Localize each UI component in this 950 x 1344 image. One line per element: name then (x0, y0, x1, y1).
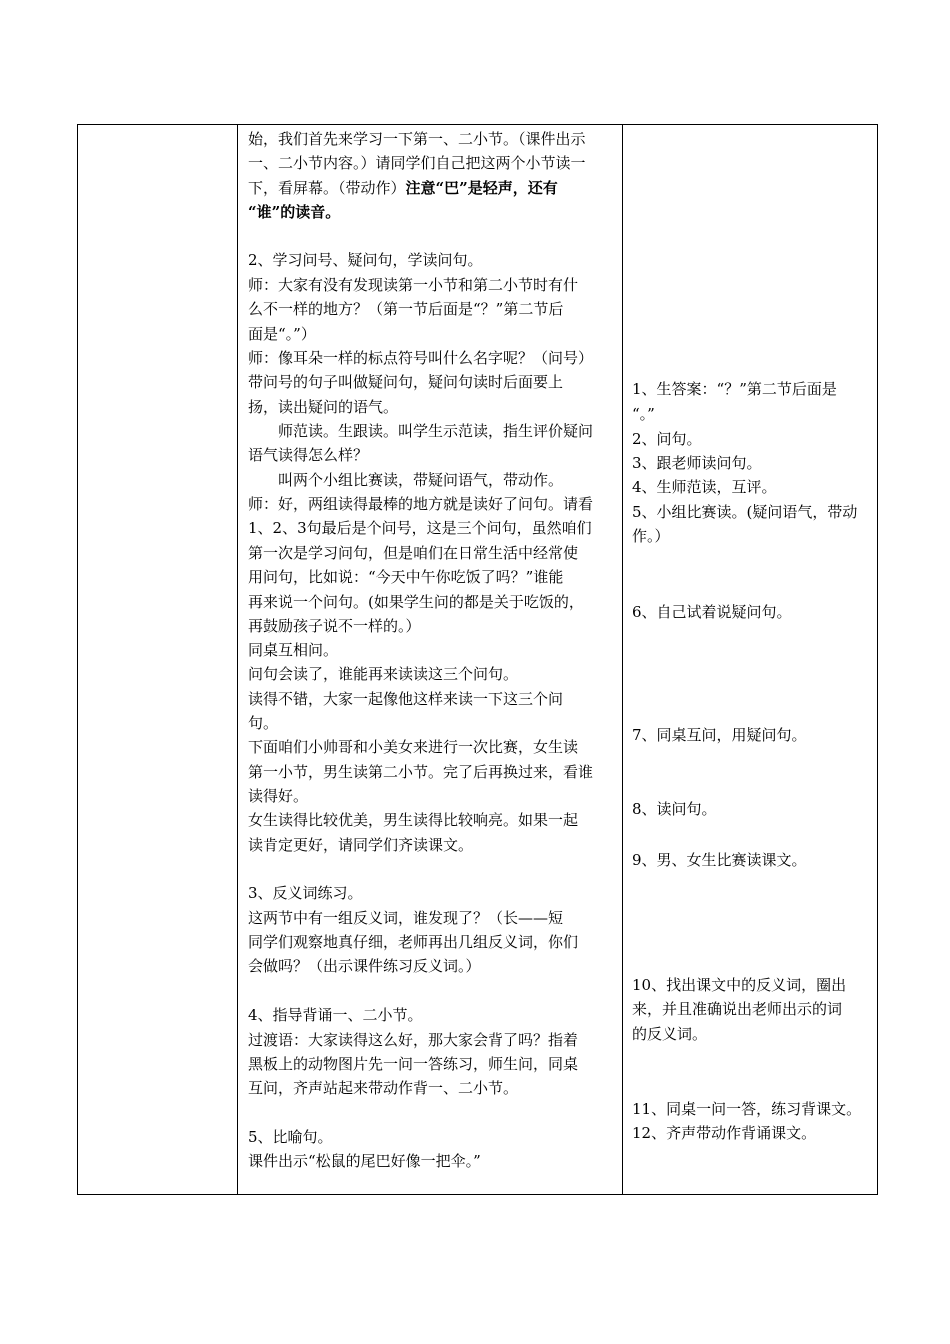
teacher-line-text: 师：像耳朵一样的标点符号叫什么名字呢？（问号） (248, 349, 594, 367)
teacher-activity-column (238, 125, 623, 1194)
teacher-emphasis-text: “谁”的读音。 (248, 203, 341, 221)
teacher-line (248, 322, 316, 346)
student-line-text: 11、同桌一问一答，练习背课文。 (632, 1100, 862, 1118)
teacher-line-text: 黑板上的动物图片先一问一答练习，师生问，同桌 (248, 1055, 579, 1073)
teacher-line-text: 句。 (248, 714, 279, 732)
teacher-line (248, 638, 338, 662)
teacher-line-text: 扬，读出疑问的语气。 (248, 398, 399, 416)
teacher-line-text: 下面咱们小帅哥和小美女来进行一次比赛，女生读 (248, 738, 579, 756)
lesson-plan-table (77, 124, 878, 1195)
teacher-line (248, 881, 363, 905)
teacher-line (248, 662, 518, 686)
teacher-line (248, 833, 473, 857)
teacher-line (248, 930, 578, 954)
teacher-line-text: 1、2、3句最后是个问号，这是三个问句，虽然咱们 (248, 519, 592, 537)
teacher-line-text: 一、二小节内容。）请同学们自己把这两个小节读一 (248, 154, 586, 172)
teacher-line (248, 370, 563, 394)
teacher-line-text: 师：大家有没有发现读第一小节和第二小节时有什 (248, 276, 579, 294)
teacher-line (248, 492, 593, 516)
teacher-line-text: 始，我们首先来学习一下第一、二小节。（课件出示 (248, 130, 586, 148)
student-line (632, 402, 655, 426)
teacher-line (248, 808, 578, 832)
teacher-line (248, 687, 563, 711)
teacher-line-text: 这两节中有一组反义词，谁发现了？（长——短 (248, 909, 564, 927)
teacher-line (248, 346, 593, 370)
student-line (632, 723, 807, 747)
student-line-text: 12、齐声带动作背诵课文。 (632, 1124, 817, 1142)
teacher-line-text: 5、比喻句。 (248, 1128, 333, 1146)
student-line-text: 3、跟老师读问句。 (632, 454, 762, 472)
student-line-text: 7、同桌互问，用疑问句。 (632, 726, 807, 744)
teacher-line (248, 1003, 423, 1027)
teacher-line-text: 同桌互相问。 (248, 641, 339, 659)
student-activity-column (623, 125, 877, 1194)
student-line-text: 8、读问句。 (632, 800, 717, 818)
teacher-line (248, 541, 578, 565)
teacher-emphasis-text: 注意“巴”是轻声，还有 (405, 179, 558, 197)
student-line (632, 797, 717, 821)
teacher-line (248, 565, 563, 589)
teacher-line (248, 1149, 481, 1173)
teacher-line-text: 读得好。 (248, 787, 309, 805)
blank-left-column (78, 125, 238, 1194)
teacher-line (248, 1028, 578, 1052)
student-line (632, 997, 842, 1021)
teacher-line (248, 176, 558, 200)
student-line (632, 500, 857, 524)
teacher-line-text: 带问号的句子叫做疑问句，疑问句读时后面要上 (248, 373, 564, 391)
student-line-text: 9、男、女生比赛读课文。 (632, 851, 807, 869)
teacher-line-text: 语气读得怎么样？ (248, 446, 369, 464)
teacher-line-text: 2、学习问号、疑问句，学读问句。 (248, 251, 483, 269)
student-line-text: 来，并且准确说出老师出示的词 (632, 1000, 843, 1018)
teacher-line (248, 273, 578, 297)
teacher-line-text: 课件出示“松鼠的尾巴好像一把伞。” (248, 1152, 481, 1170)
teacher-line (248, 151, 586, 175)
teacher-line-text: 面是“。”） (248, 325, 316, 343)
teacher-line (248, 419, 593, 443)
teacher-line (248, 443, 368, 467)
teacher-line (248, 954, 481, 978)
student-line (632, 427, 702, 451)
student-line-text: 2、问句。 (632, 430, 702, 448)
teacher-line (248, 711, 278, 735)
teacher-line-text: 用问句，比如说：“今天中午你吃饭了吗？”谁能 (248, 568, 564, 586)
teacher-line-text: 读得不错，大家一起像他这样来读一下这三个问 (248, 690, 564, 708)
teacher-line (248, 1125, 333, 1149)
teacher-line (248, 127, 586, 151)
teacher-line (248, 590, 584, 614)
student-line-text: 作。） (632, 527, 670, 545)
student-line (632, 1121, 816, 1145)
student-line (632, 973, 846, 997)
teacher-line-text: 叫两个小组比赛读，带疑问语气，带动作。 (248, 471, 564, 489)
teacher-line-text: 同学们观察地真仔细，老师再出几组反义词，你们 (248, 933, 579, 951)
teacher-line-text: 师：好，两组读得最棒的地方就是读好了问句。请看 (248, 495, 594, 513)
student-line-text: 1、生答案：“？”第二节后面是 (632, 380, 837, 398)
teacher-line (248, 735, 578, 759)
teacher-line-text: 第一小节，男生读第二小节。完了后再换过来，看谁 (248, 763, 594, 781)
teacher-line-text: 女生读得比较优美，男生读得比较响亮。如果一起 (248, 811, 579, 829)
student-line-text: “。” (632, 405, 655, 423)
teacher-line (248, 784, 308, 808)
teacher-line (248, 760, 593, 784)
student-line-text: 的反义词。 (632, 1025, 708, 1043)
teacher-line-text: 3、反义词练习。 (248, 884, 363, 902)
teacher-line-text: 么不一样的地方？（第一节后面是“？”第二节后 (248, 300, 564, 318)
student-line (632, 475, 777, 499)
teacher-line-text: 过渡语：大家读得这么好，那大家会背了吗？指着 (248, 1031, 579, 1049)
student-line-text: 5、小组比赛读。(疑问语气，带动 (632, 503, 858, 521)
student-line (632, 524, 670, 548)
teacher-line-text: 下，看屏幕。（带动作） (248, 179, 406, 197)
student-line (632, 848, 807, 872)
teacher-line-text: 4、指导背诵一、二小节。 (248, 1006, 423, 1024)
student-line (632, 1022, 707, 1046)
student-line (632, 1097, 861, 1121)
teacher-line (248, 200, 340, 224)
teacher-line (248, 248, 483, 272)
teacher-line (248, 468, 563, 492)
teacher-line-text: 再鼓励孩子说不一样的。） (248, 617, 421, 635)
teacher-line-text: 会做吗？（出示课件练习反义词。） (248, 957, 481, 975)
teacher-line (248, 906, 563, 930)
teacher-line (248, 395, 398, 419)
teacher-line (248, 516, 592, 540)
student-line (632, 600, 792, 624)
teacher-line (248, 297, 563, 321)
teacher-line-text: 师范读。生跟读。叫学生示范读，指生评价疑问 (248, 422, 594, 440)
teacher-line (248, 1076, 518, 1100)
teacher-line-text: 第一次是学习问句，但是咱们在日常生活中经常使 (248, 544, 579, 562)
teacher-line (248, 614, 421, 638)
teacher-line-text: 互问，齐声站起来带动作背一、二小节。 (248, 1079, 519, 1097)
student-line-text: 10、找出课文中的反义词，圈出 (632, 976, 847, 994)
student-line (632, 377, 837, 401)
teacher-line-text: 再来说一个问句。(如果学生问的都是关于吃饭的， (248, 593, 584, 611)
teacher-line-text: 读肯定更好，请同学们齐读课文。 (248, 836, 474, 854)
student-line (632, 451, 762, 475)
teacher-line (248, 1052, 578, 1076)
teacher-line-text: 问句会读了，谁能再来读读这三个问句。 (248, 665, 519, 683)
student-line-text: 4、生师范读，互评。 (632, 478, 777, 496)
student-line-text: 6、自己试着说疑问句。 (632, 603, 792, 621)
